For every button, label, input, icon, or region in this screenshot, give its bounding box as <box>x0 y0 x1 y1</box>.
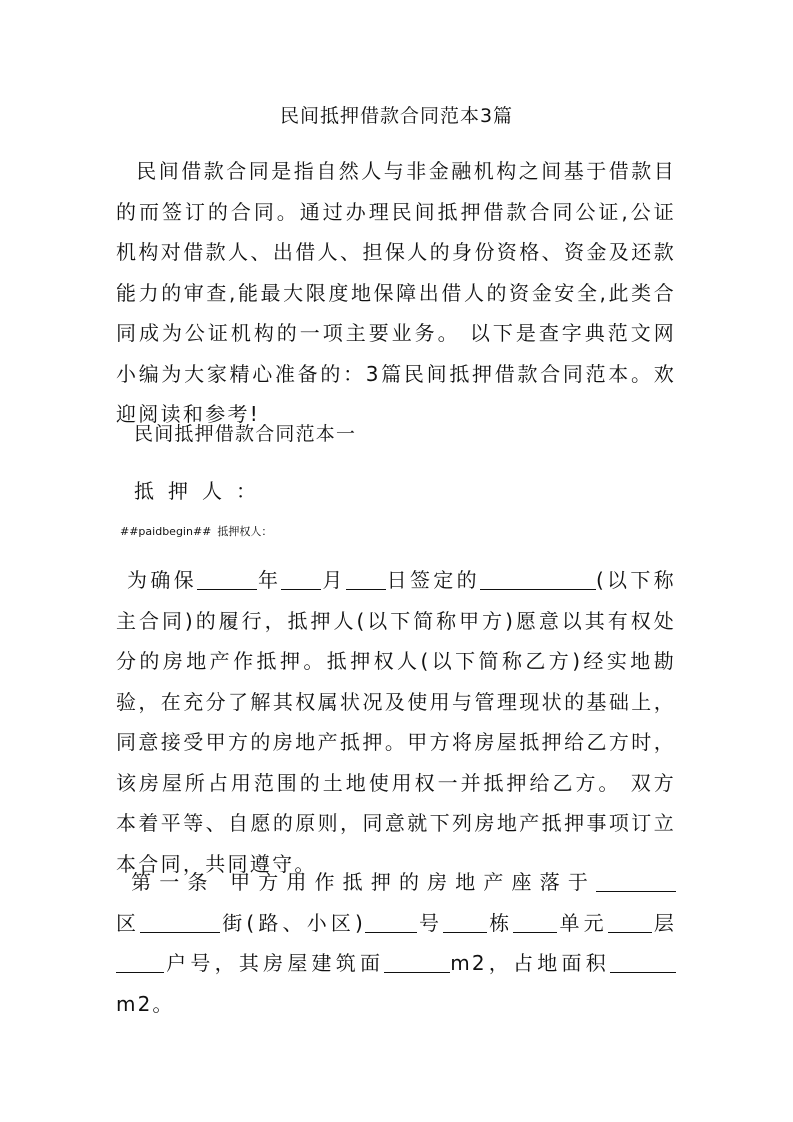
section-heading: 民间抵押借款合同范本一 <box>134 423 357 445</box>
intro-paragraph <box>116 151 676 435</box>
para2-text-4: 日签定的 <box>385 568 480 592</box>
blank-district <box>596 871 676 892</box>
blank-year <box>197 569 257 590</box>
para3-text-5: 栋 <box>487 910 514 935</box>
mortgagor-label: 抵押人： <box>134 479 270 503</box>
blank-building-area <box>384 952 450 973</box>
para3-text-4: 号 <box>416 910 444 935</box>
blank-month <box>281 569 321 590</box>
blank-land-area <box>610 952 676 973</box>
paid-line <box>120 524 272 540</box>
document-title: 民间抵押借款合同范本3篇 <box>279 105 514 127</box>
para3-text-7: 层 <box>651 910 676 935</box>
para3-text-9: m2，占地面积 <box>450 951 610 975</box>
para2-text-5: (以下称主合同)的履行，抵押人(以下简称甲方)愿意以其有权处分的房地产作抵押。抵押权人(以下简称乙方)经实地勘验，在充分了解其权属状况及使用与管理现状的基础上，同意接受甲方的房地产抵押。甲方将房屋抵押给乙方时，该房屋所占用范围的土地使用权一并抵押给乙方。 双方本着平等、自愿的原则，同意就下列房地产抵押事项订立本合同，共同遵守。 <box>116 568 676 876</box>
blank-street <box>140 912 220 933</box>
blank-room <box>116 952 164 973</box>
intro-text: 民间借款合同是指自然人与非金融机构之间基于借款目的而签订的合同。通过办理民间抵押借款合同公证,公证机构对借款人、出借人、担保人的身份资格、资金及还款能力的审查,能最大限度地保障出借人的资金安全,此类合同成为公证机构的一项主要业务。 以下是查字典范文网小编为大家精心准备的：3篇民间抵押借款合同范本。欢迎阅读和参考! <box>116 159 676 426</box>
blank-floor <box>608 912 652 933</box>
para3-text-3: 街(路、小区) <box>220 910 365 935</box>
para2-text-3: 月 <box>321 568 346 592</box>
para2-text-2: 年 <box>256 568 282 592</box>
blank-building <box>443 912 487 933</box>
para3-text-1: 第一条 甲方用作抵押的房地产座落于 <box>130 870 596 894</box>
mortgagee-label: 抵押权人： <box>217 525 273 538</box>
blank-number <box>365 912 417 933</box>
para3-text-2: 区 <box>116 910 141 935</box>
paragraph-purpose <box>116 560 676 884</box>
para3-text-10: m2。 <box>116 991 175 1016</box>
paid-marker: ##paidbegin## <box>120 525 212 538</box>
para3-text-8: 户号，其房屋建筑面 <box>164 951 385 975</box>
para2-text-1: 为确保 <box>126 568 197 592</box>
blank-contract-name <box>480 569 596 590</box>
blank-day <box>346 569 386 590</box>
para3-text-6: 单元 <box>557 910 608 935</box>
article-one <box>116 862 676 1024</box>
blank-unit <box>513 912 557 933</box>
